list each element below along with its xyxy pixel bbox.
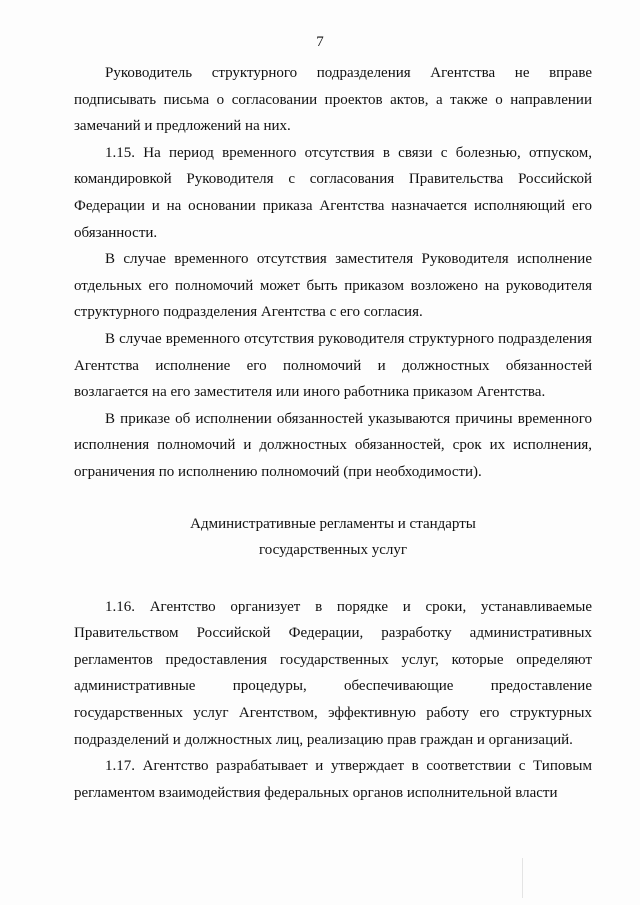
paragraph-1-17: 1.17. Агентство разрабатывает и утверждает в соответствии с Типовым регламентом взаимодействия федеральных органов исполнительной власти <box>74 758 592 801</box>
section-heading <box>74 511 592 564</box>
page-number: 7 <box>316 34 324 50</box>
scan-edge-mark <box>522 858 523 898</box>
paragraph-signing-restriction: Руководитель структурного подразделения Агентства не вправе подписывать письма о согласовании проектов актов, а также о направлении замечаний и предложений на них. <box>74 65 592 135</box>
paragraph-1-16: 1.16. Агентство организует в порядке и сроки, устанавливаемые Правительством Российской Федерации, разработку административных регламентов предоставления государственных услуг, которые определяют административные процедуры, обеспечивающие предоставление государственных услуг Агентством, эффективную работу его структурных подразделений и должностных лиц, реализацию прав граждан и организаций. <box>74 598 592 748</box>
section-heading-line-2: государственных услуг <box>258 542 407 559</box>
paragraph-1-15: 1.15. На период временного отсутствия в связи с болезнью, отпуском, командировкой Руководителя с согласования Правительства Российской Федерации и на основании приказа Агентства назначается исполняющий его обязанности. <box>74 144 592 241</box>
section-heading-line-1: Административные регламенты и стандарты <box>190 515 476 532</box>
paragraph-deputy-absence: В случае временного отсутствия заместителя Руководителя исполнение отдельных его полномочий может быть приказом возложено на руководителя структурного подразделения Агентства с его согласия. <box>74 251 592 321</box>
paragraph-unit-head-absence: В случае временного отсутствия руководителя структурного подразделения Агентства исполнение его полномочий и должностных обязанностей возлагается на его заместителя или иного работника приказом Агентства. <box>74 330 592 401</box>
document-body <box>74 60 592 806</box>
paragraph-order-contents: В приказе об исполнении обязанностей указываются причины временного исполнения полномочий и должностных обязанностей, срок их исполнения, ограничения по исполнению полномочий (при необходимости). <box>74 410 592 480</box>
